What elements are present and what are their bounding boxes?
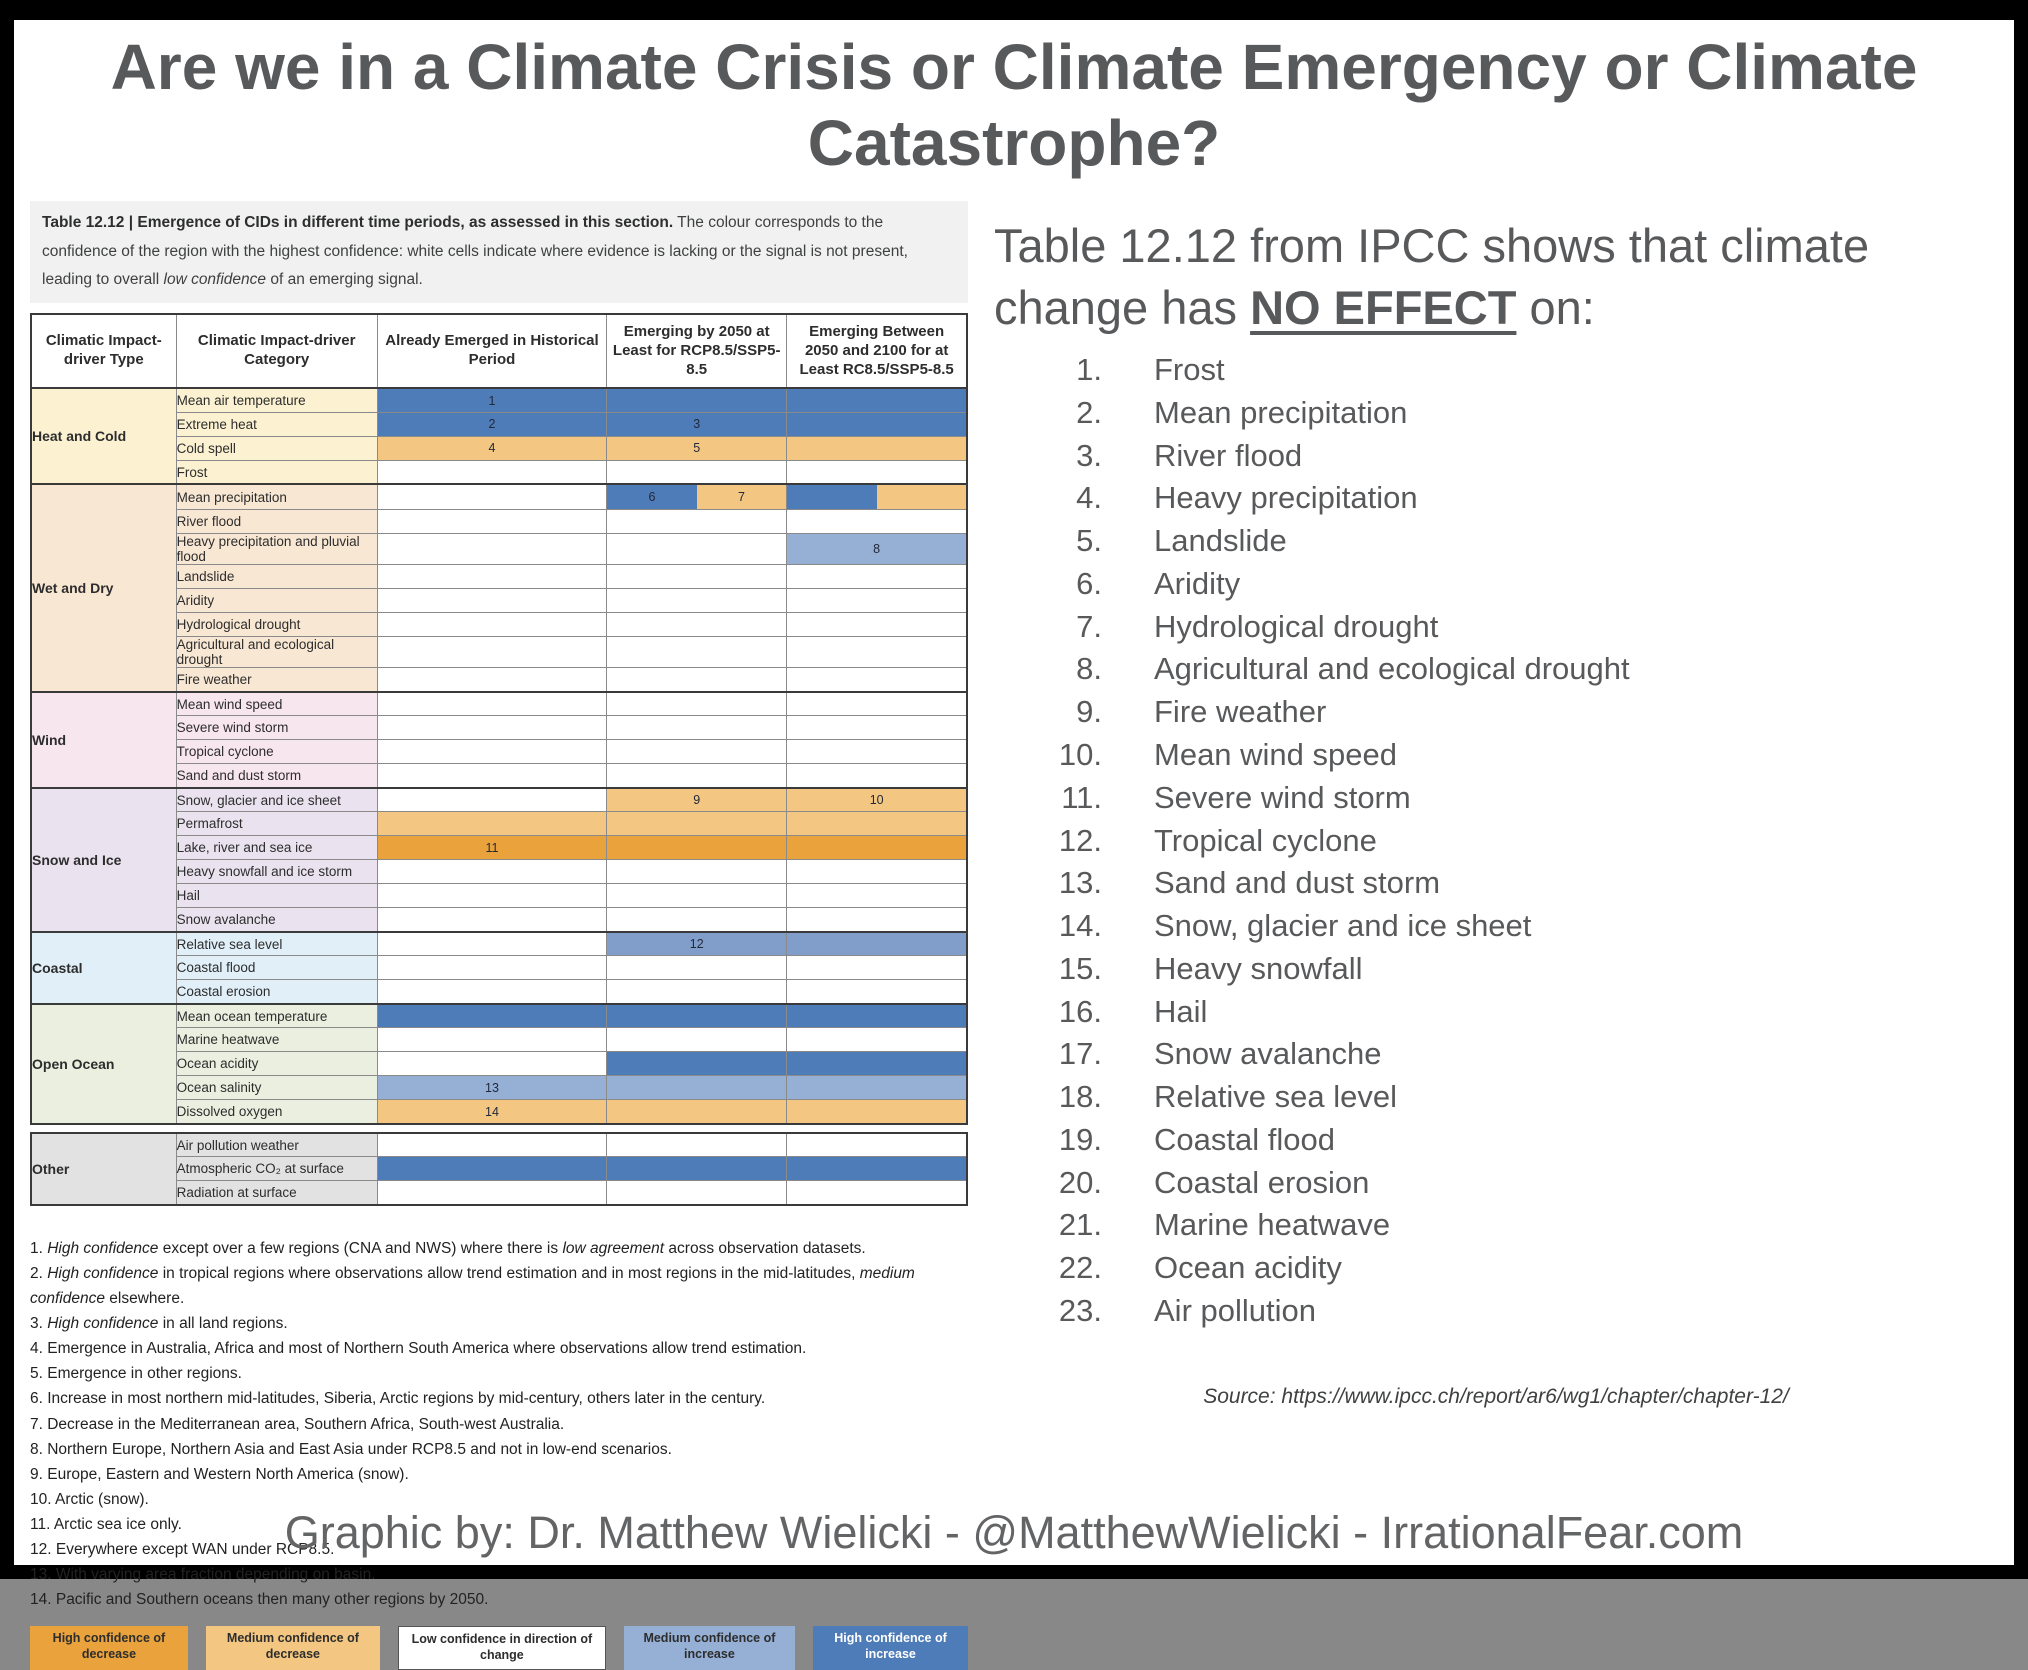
table-row [31,1133,967,1157]
driver-category-cell: Atmospheric CO₂ at surface [176,1157,377,1181]
list-item [994,349,1998,392]
table-row [31,484,967,510]
table-panel [30,187,968,1670]
table-caption-bold: Table 12.12 | Emergence of CIDs in different time periods, as assessed in this section. [42,214,674,232]
heading-pre: Table 12.12 from IPCC shows that climate change has [994,219,1870,335]
list-item [994,777,1998,820]
driver-category-cell: Mean air temperature [176,388,377,412]
footnote: 9. Europe, Eastern and Western North America (snow). [30,1465,409,1483]
driver-category-cell: Snow, glacier and ice sheet [176,788,377,812]
confidence-cell [377,1004,606,1028]
legend-swatch: Medium confidence of increase [624,1626,795,1669]
driver-category-cell: Frost [176,460,377,484]
list-item-number: 2. [1076,394,1102,430]
confidence-cell [377,1028,606,1052]
driver-category-cell: Extreme heat [176,412,377,436]
confidence-cell [607,460,787,484]
list-item-label: Agricultural and ecological drought [1154,651,1630,687]
confidence-cell [787,510,967,534]
list-item-label: Air pollution [1154,1292,1316,1328]
list-item-label: Mean wind speed [1154,736,1397,772]
header-row [31,314,967,388]
confidence-cell: 5 [607,436,787,460]
confidence-cell [377,613,606,637]
confidence-cell [607,716,787,740]
list-item-number: 19. [1058,1121,1102,1157]
driver-category-cell: Coastal flood [176,956,377,980]
confidence-cell [607,510,787,534]
list-item-label: Relative sea level [1154,1079,1397,1115]
confidence-cell [377,956,606,980]
column-header: Emerging by 2050 at Least for RCP8.5/SSP5-8.5 [607,314,787,388]
driver-category-cell: Lake, river and sea ice [176,836,377,860]
confidence-cell [377,460,606,484]
footnote: 10. Arctic (snow). [30,1490,149,1508]
list-item-number: 11. [1061,779,1102,815]
legend-swatch: Medium confidence of decrease [206,1626,380,1669]
driver-category-cell: Tropical cyclone [176,740,377,764]
driver-category-cell: Radiation at surface [176,1181,377,1205]
commentary-panel [994,187,1998,1670]
driver-category-cell: Coastal erosion [176,980,377,1004]
list-item-number: 12. [1058,822,1102,858]
list-item [994,1076,1998,1119]
confidence-cell [607,534,787,565]
confidence-cell [787,412,967,436]
table-row [31,692,967,716]
page-title: Are we in a Climate Crisis or Climate Emergency or Climate Catastrophe? [110,31,1918,179]
list-item [994,948,1998,991]
footnote: 11. Arctic sea ice only. [30,1516,182,1533]
confidence-cell [377,860,606,884]
confidence-cell: 3 [607,412,787,436]
confidence-cell [787,956,967,980]
driver-category-cell: Marine heatwave [176,1028,377,1052]
list-item-number: 13. [1058,865,1102,901]
driver-category-cell: Cold spell [176,436,377,460]
list-item [994,1247,1998,1290]
list-item-label: Tropical cyclone [1154,822,1377,858]
driver-type-cell: Wind [31,692,176,788]
confidence-cell [377,510,606,534]
confidence-cell [787,613,967,637]
confidence-cell [377,932,606,956]
footnote: 7. Decrease in the Mediterranean area, Southern Africa, South-west Australia. [30,1415,565,1433]
driver-type-cell: Coastal [31,932,176,1004]
list-item [994,435,1998,478]
table-caption-italic: low confidence [163,271,267,289]
confidence-cell [377,1157,606,1181]
driver-category-cell: Hail [176,884,377,908]
confidence-cell [377,589,606,613]
driver-type-cell: Other [31,1133,176,1205]
list-item [994,477,1998,520]
list-item-label: Ocean acidity [1154,1250,1342,1286]
column-header: Climatic Impact-driver Type [31,314,176,388]
confidence-cell [787,485,876,509]
ipcc-table-other-section [30,1132,968,1206]
confidence-cell [787,1133,967,1157]
list-item [994,691,1998,734]
list-item-number: 10. [1058,736,1102,772]
confidence-cell [607,613,787,637]
confidence-cell [607,565,787,589]
no-effect-list [994,349,1998,1333]
driver-type-cell: Heat and Cold [31,388,176,484]
list-item [994,1033,1998,1076]
driver-category-cell: Mean ocean temperature [176,1004,377,1028]
driver-category-cell: Mean precipitation [176,484,377,510]
list-item-label: Snow avalanche [1154,1036,1382,1072]
driver-category-cell: Hydrological drought [176,613,377,637]
list-item [994,520,1998,563]
confidence-cell [607,956,787,980]
confidence-cell: 13 [377,1076,606,1100]
list-item [994,991,1998,1034]
legend-swatch: High confidence of increase [813,1626,968,1669]
split-cell [607,485,786,509]
confidence-cell [377,716,606,740]
confidence-cell [377,908,606,932]
heading-post: on: [1516,281,1595,335]
confidence-cell: 14 [377,1100,606,1124]
list-item [994,1290,1998,1333]
driver-type-cell: Wet and Dry [31,484,176,692]
confidence-cell [787,908,967,932]
table-row [31,388,967,412]
confidence-cell [607,764,787,788]
driver-category-cell: Permafrost [176,812,377,836]
confidence-cell [787,589,967,613]
list-item-label: Severe wind storm [1154,779,1411,815]
confidence-cell [607,1133,787,1157]
footnote: 3. High confidence in all land regions. [30,1315,288,1333]
confidence-cell [607,637,787,668]
list-item-label: Coastal erosion [1154,1164,1370,1200]
confidence-cell [607,1076,787,1100]
confidence-cell [787,716,967,740]
confidence-cell: 8 [787,534,967,565]
list-item-label: Aridity [1154,565,1241,601]
list-item-label: Sand and dust storm [1154,865,1441,901]
confidence-cell: 4 [377,436,606,460]
confidence-cell: 9 [607,788,787,812]
confidence-cell [377,1052,606,1076]
confidence-cell [377,692,606,716]
confidence-cell [787,764,967,788]
list-item-number: 20. [1058,1164,1102,1200]
list-item-number: 17. [1058,1036,1102,1072]
driver-category-cell: Dissolved oxygen [176,1100,377,1124]
confidence-cell [607,388,787,412]
list-item-label: Hail [1154,993,1208,1029]
footnote: 1. High confidence except over a few regions (CNA and NWS) where there is low agreement across observation datasets. [30,1239,866,1257]
list-item-label: Snow, glacier and ice sheet [1154,908,1532,944]
confidence-cell [377,668,606,692]
driver-category-cell: Severe wind storm [176,716,377,740]
driver-type-cell: Snow and Ice [31,788,176,932]
driver-category-cell: Landslide [176,565,377,589]
footnote: 12. Everywhere except WAN under RCP8.5. [30,1541,335,1559]
footnote: 4. Emergence in Australia, Africa and most of Northern South America where observations allow trend estimation. [30,1340,807,1358]
column-header: Emerging Between 2050 and 2100 for at Least RC8.5/SSP5-8.5 [787,314,967,388]
ipcc-table-12-12 [30,313,968,1125]
commentary-heading [994,215,1998,339]
driver-category-cell: Heavy snowfall and ice storm [176,860,377,884]
confidence-cell [377,884,606,908]
driver-category-cell: Snow avalanche [176,908,377,932]
list-item [994,1119,1998,1162]
table-caption-text1: The colour corresponds to the confidence of the region with the highest confidence: white cells indicate where evidence is lacking or the signal is not present, leading to overall [42,214,908,289]
confidence-cell [787,637,967,668]
driver-category-cell: Fire weather [176,668,377,692]
confidence-cell: 6 [607,485,697,509]
driver-category-cell: Heavy precipitation and pluvial flood [176,534,377,565]
driver-category-cell: Ocean acidity [176,1052,377,1076]
confidence-cell [607,589,787,613]
confidence-cell [377,534,606,565]
list-item-label: Coastal flood [1154,1121,1335,1157]
confidence-cell: 2 [377,412,606,436]
list-item-label: Mean precipitation [1154,394,1408,430]
column-header: Climatic Impact-driver Category [176,314,377,388]
confidence-cell [787,740,967,764]
confidence-cell: 1 [377,388,606,412]
confidence-cell [607,1181,787,1205]
confidence-cell [787,980,967,1004]
driver-category-cell: River flood [176,510,377,534]
list-item-number: 22. [1058,1250,1102,1286]
footnote: 14. Pacific and Southern oceans then many other regions by 2050. [30,1591,489,1609]
list-item [994,820,1998,863]
list-item-number: 6. [1076,565,1102,601]
list-item-number: 16. [1058,993,1102,1029]
table-row [31,932,967,956]
confidence-cell [607,1100,787,1124]
list-item-number: 15. [1058,950,1102,986]
confidence-cell [787,1004,967,1028]
confidence-cell [787,565,967,589]
list-item-number: 4. [1076,480,1102,516]
confidence-cell [607,836,787,860]
confidence-cell [377,740,606,764]
confidence-cell [607,484,787,510]
list-item-label: Landslide [1154,523,1287,559]
list-item-number: 7. [1076,608,1102,644]
confidence-cell [787,932,967,956]
confidence-cell: 10 [787,788,967,812]
list-item [994,862,1998,905]
confidence-cell [787,1052,967,1076]
confidence-cell [377,484,606,510]
list-item-number: 5. [1076,523,1102,559]
confidence-cell [787,860,967,884]
list-item-number: 14. [1058,908,1102,944]
table-row [31,1004,967,1028]
confidence-cell [377,1181,606,1205]
confidence-cell [787,1181,967,1205]
confidence-cell [787,692,967,716]
confidence-cell: 12 [607,932,787,956]
list-item-label: Heavy snowfall [1154,950,1363,986]
footnote: 13. With varying area fraction depending on basin. [30,1566,376,1584]
footnote: 2. High confidence in tropical regions where observations allow trend estimation and in most regions in the mid-latitudes, medium confidence elsewhere. [30,1264,915,1308]
confidence-cell [787,668,967,692]
list-item-number: 18. [1058,1079,1102,1115]
list-item-number: 9. [1076,694,1102,730]
list-item-number: 1. [1076,352,1102,388]
list-item-number: 21. [1058,1207,1102,1243]
confidence-cell [787,436,967,460]
driver-category-cell: Relative sea level [176,932,377,956]
list-item-label: Fire weather [1154,694,1327,730]
list-item-number: 3. [1076,437,1102,473]
list-item [994,1162,1998,1205]
list-item [994,563,1998,606]
confidence-cell [607,812,787,836]
confidence-cell [607,908,787,932]
confidence-cell [787,460,967,484]
table-row [31,788,967,812]
column-header: Already Emerged in Historical Period [377,314,606,388]
driver-category-cell: Agricultural and ecological drought [176,637,377,668]
list-item-label: Frost [1154,352,1225,388]
table-caption [30,201,968,303]
confidence-cell [607,860,787,884]
heading-no-effect: NO EFFECT [1250,281,1517,335]
confidence-cell [607,1004,787,1028]
confidence-cell [877,485,966,509]
confidence-cell [787,836,967,860]
confidence-cell [787,884,967,908]
confidence-cell [607,668,787,692]
driver-category-cell: Ocean salinity [176,1076,377,1100]
confidence-cell [607,1052,787,1076]
list-item-label: Marine heatwave [1154,1207,1391,1243]
driver-category-cell: Air pollution weather [176,1133,377,1157]
confidence-cell [607,980,787,1004]
list-item [994,392,1998,435]
confidence-cell [377,980,606,1004]
list-item [994,606,1998,649]
driver-type-cell: Open Ocean [31,1004,176,1124]
legend-swatch: Low confidence in direction of change [398,1626,606,1669]
source-line: Source: https://www.ipcc.ch/report/ar6/wg1/chapter/chapter-12/ [1203,1384,1789,1408]
list-item [994,905,1998,948]
table-caption-text2: of an emerging signal. [266,271,423,289]
list-item [994,648,1998,691]
driver-category-cell: Sand and dust storm [176,764,377,788]
list-item-number: 8. [1076,651,1102,687]
footnote: 8. Northern Europe, Northern Asia and East Asia under RCP8.5 and not in low-end scenarios. [30,1440,672,1458]
confidence-cell [377,565,606,589]
confidence-cell [377,812,606,836]
list-item-label: Hydrological drought [1154,608,1439,644]
confidence-cell [787,812,967,836]
confidence-cell [377,788,606,812]
list-item [994,1204,1998,1247]
content [14,187,2014,1670]
list-item-number: 23. [1058,1292,1102,1328]
legend-swatch: High confidence of decrease [30,1626,188,1669]
confidence-cell [607,692,787,716]
split-cell [787,485,966,509]
confidence-cell: 7 [697,485,787,509]
list-item-label: River flood [1154,437,1303,473]
confidence-cell: 11 [377,836,606,860]
list-item-label: Heavy precipitation [1154,480,1418,516]
confidence-cell [607,1028,787,1052]
driver-category-cell: Aridity [176,589,377,613]
confidence-cell [787,1028,967,1052]
confidence-cell [787,1076,967,1100]
footnote: 5. Emergence in other regions. [30,1365,242,1383]
confidence-legend [30,1626,968,1669]
list-item [994,734,1998,777]
confidence-cell [787,1157,967,1181]
confidence-cell [607,1157,787,1181]
confidence-cell [377,637,606,668]
confidence-cell [377,764,606,788]
credit-line: Graphic by: Dr. Matthew Wielicki - @MatthewWielicki - IrrationalFear.com [284,1507,1744,1558]
confidence-cell [787,484,967,510]
driver-category-cell: Mean wind speed [176,692,377,716]
confidence-cell [787,1100,967,1124]
confidence-cell [607,740,787,764]
confidence-cell [377,1133,606,1157]
footnote: 6. Increase in most northern mid-latitudes, Siberia, Arctic regions by mid-century, others later in the century. [30,1390,766,1408]
confidence-cell [607,884,787,908]
confidence-cell [787,388,967,412]
